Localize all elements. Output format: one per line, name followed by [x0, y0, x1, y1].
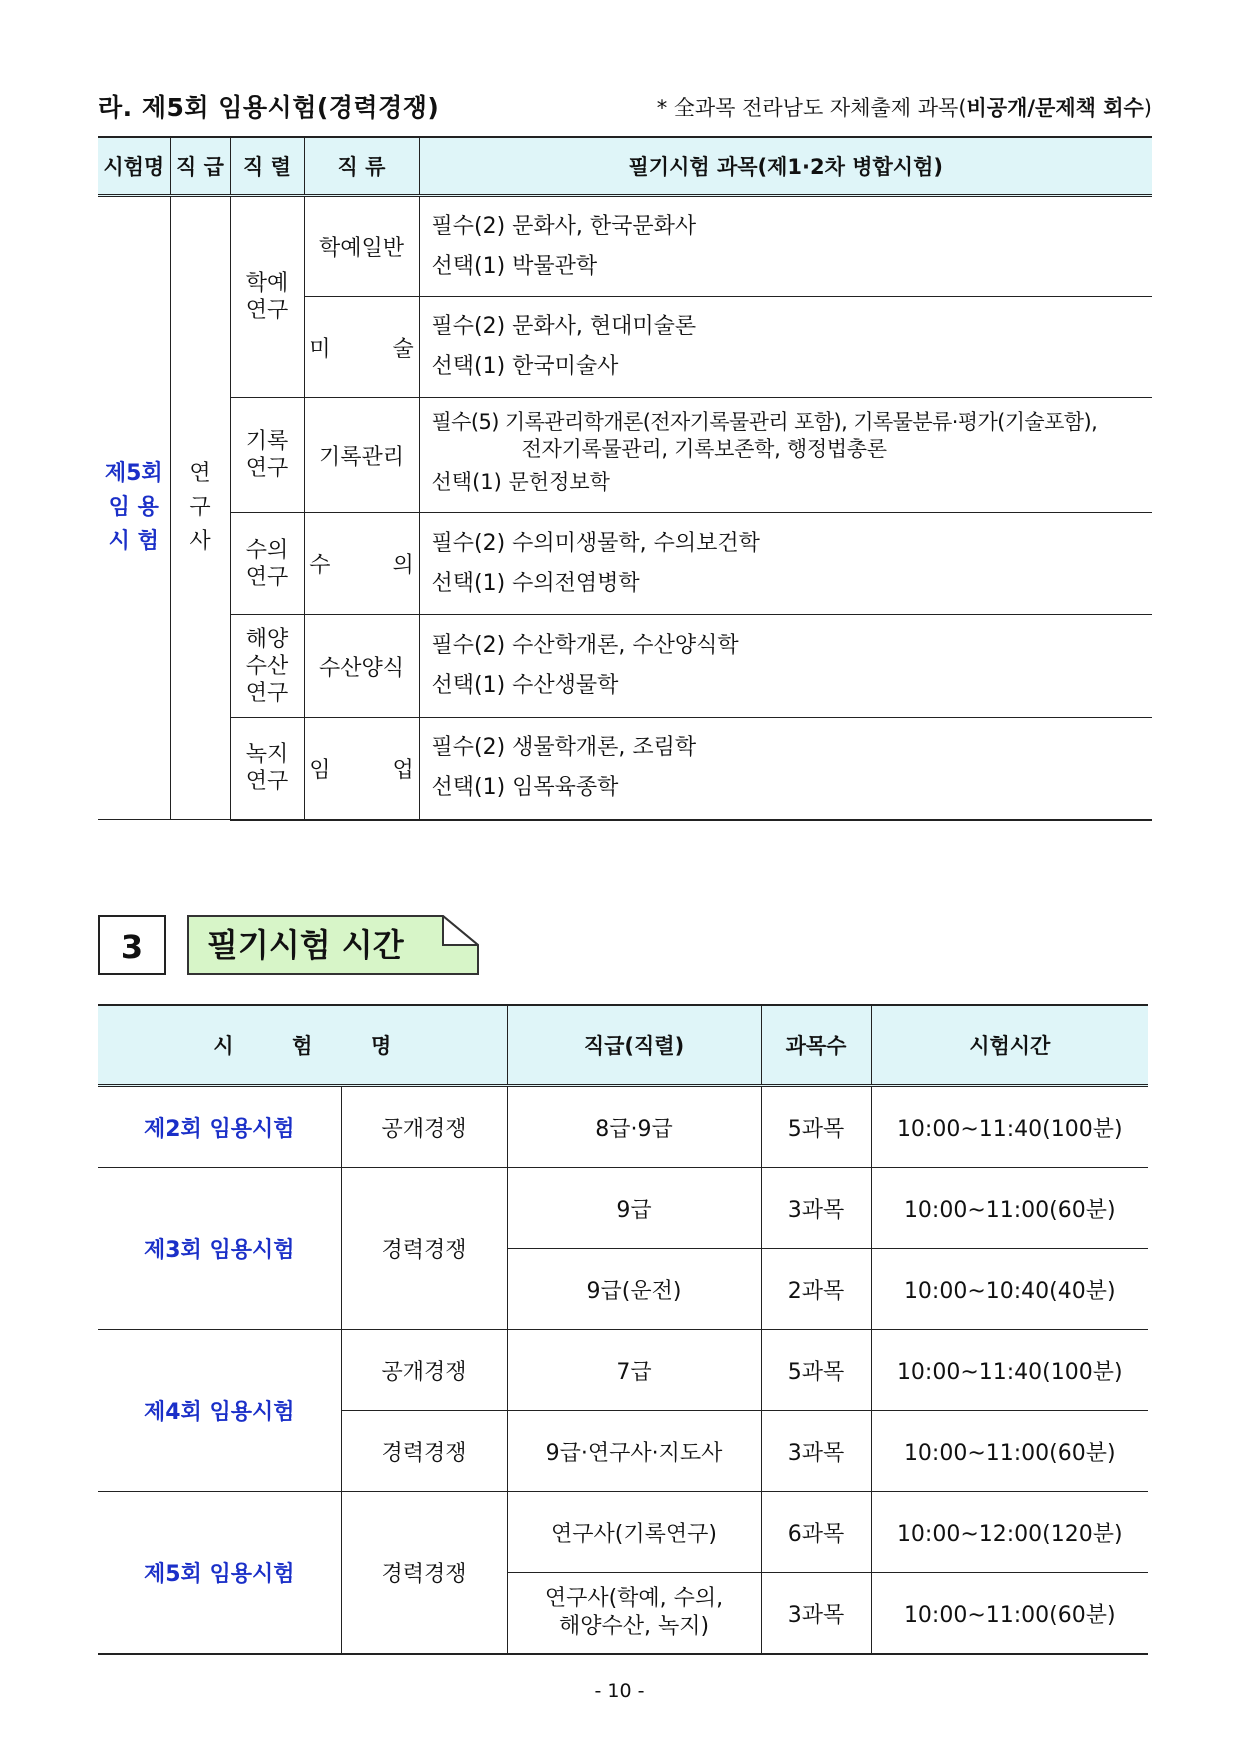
table-row	[98, 1330, 1148, 1411]
kind-cell: 기록관리	[304, 398, 419, 513]
page-number: - 10 -	[594, 1680, 645, 1702]
kind-cell: 학예일반	[304, 196, 419, 297]
table-row	[98, 398, 1152, 513]
section-note: * 全과목 전라남도 자체출제 과목(비공개/문제책 회수)	[656, 96, 1152, 120]
header-exam: 시험명	[98, 137, 170, 196]
section-header	[98, 88, 1152, 128]
time-cell: 10:00~11:40(100분)	[871, 1330, 1148, 1411]
exam-name-cell: 제5회 임용시험	[98, 1492, 341, 1655]
field-cell: 해양 수산 연구	[230, 615, 304, 718]
subjects-cell: 필수(2) 문화사, 한국문화사 선택(1) 박물관학	[419, 196, 1152, 297]
type-cell: 경력경쟁	[341, 1168, 507, 1330]
grade-cell: 8급·9급	[507, 1086, 761, 1168]
kind-cell: 임 업	[304, 718, 419, 820]
time-cell: 10:00~10:40(40분)	[871, 1249, 1148, 1330]
exam-name-cell: 제2회 임용시험	[98, 1086, 341, 1168]
count-cell: 5과목	[761, 1330, 871, 1411]
subject-table	[98, 136, 1152, 821]
subjects-cell: 필수(2) 문화사, 현대미술론 선택(1) 한국미술사	[419, 297, 1152, 398]
type-cell: 경력경쟁	[341, 1411, 507, 1492]
grade-cell: 연구사(학예, 수의, 해양수산, 녹지)	[507, 1573, 761, 1655]
field-cell: 학예 연구	[230, 196, 304, 398]
subject-table-header	[98, 137, 1152, 196]
time-cell: 10:00~12:00(120분)	[871, 1492, 1148, 1573]
section-number: 3	[98, 915, 166, 975]
field-cell: 기록 연구	[230, 398, 304, 513]
table-row	[98, 718, 1152, 820]
schedule-table-header	[98, 1005, 1148, 1086]
table-row	[98, 1086, 1148, 1168]
table-row	[98, 1168, 1148, 1249]
count-cell: 2과목	[761, 1249, 871, 1330]
header-subjects: 필기시험 과목(제1·2차 병합시험)	[419, 137, 1152, 196]
count-cell: 3과목	[761, 1411, 871, 1492]
time-cell: 10:00~11:00(60분)	[871, 1168, 1148, 1249]
field-cell: 녹지 연구	[230, 718, 304, 820]
count-cell: 5과목	[761, 1086, 871, 1168]
grade-cell: 9급	[507, 1168, 761, 1249]
grade-cell: 연 구 사	[170, 196, 230, 820]
table-row	[98, 1492, 1148, 1573]
section-tag	[187, 915, 479, 975]
header-time: 시험시간	[871, 1005, 1148, 1086]
section-title: 필기시험 시간	[207, 926, 404, 964]
table-row	[98, 513, 1152, 615]
header-count: 과목수	[761, 1005, 871, 1086]
type-cell: 공개경쟁	[341, 1330, 507, 1411]
kind-cell: 수 의	[304, 513, 419, 615]
time-cell: 10:00~11:00(60분)	[871, 1411, 1148, 1492]
schedule-table	[98, 1004, 1148, 1655]
kind-cell: 수산양식	[304, 615, 419, 718]
section-title: 라. 제5회 임용시험(경력경쟁)	[98, 93, 440, 122]
header-field: 직 렬	[230, 137, 304, 196]
table-row	[98, 615, 1152, 718]
header-grade: 직 급	[170, 137, 230, 196]
count-cell: 6과목	[761, 1492, 871, 1573]
kind-cell: 미 술	[304, 297, 419, 398]
exam-name-cell: 제3회 임용시험	[98, 1168, 341, 1330]
exam-name-cell: 제4회 임용시험	[98, 1330, 341, 1492]
type-cell: 공개경쟁	[341, 1086, 507, 1168]
table-row	[98, 196, 1152, 297]
type-cell: 경력경쟁	[341, 1492, 507, 1655]
subjects-cell: 필수(2) 수의미생물학, 수의보건학 선택(1) 수의전염병학	[419, 513, 1152, 615]
header-exam-name: 시 험 명	[98, 1005, 507, 1086]
grade-cell: 7급	[507, 1330, 761, 1411]
grade-cell: 9급(운전)	[507, 1249, 761, 1330]
count-cell: 3과목	[761, 1168, 871, 1249]
subjects-cell: 필수(2) 수산학개론, 수산양식학 선택(1) 수산생물학	[419, 615, 1152, 718]
time-cell: 10:00~11:00(60분)	[871, 1573, 1148, 1655]
exam-name-cell: 제5회 임 용 시 험	[98, 196, 170, 820]
header-kind: 직 류	[304, 137, 419, 196]
grade-cell: 9급·연구사·지도사	[507, 1411, 761, 1492]
header-grade: 직급(직렬)	[507, 1005, 761, 1086]
subjects-cell: 필수(5) 기록관리학개론(전자기록물관리 포함), 기록물분류·평가(기술포함), 전자기록물관리, 기록보존학, 행정법총론 선택(1) 문헌정보학	[419, 398, 1152, 513]
field-cell: 수의 연구	[230, 513, 304, 615]
time-cell: 10:00~11:40(100분)	[871, 1086, 1148, 1168]
subjects-cell: 필수(2) 생물학개론, 조림학 선택(1) 임목육종학	[419, 718, 1152, 820]
count-cell: 3과목	[761, 1573, 871, 1655]
grade-cell: 연구사(기록연구)	[507, 1492, 761, 1573]
